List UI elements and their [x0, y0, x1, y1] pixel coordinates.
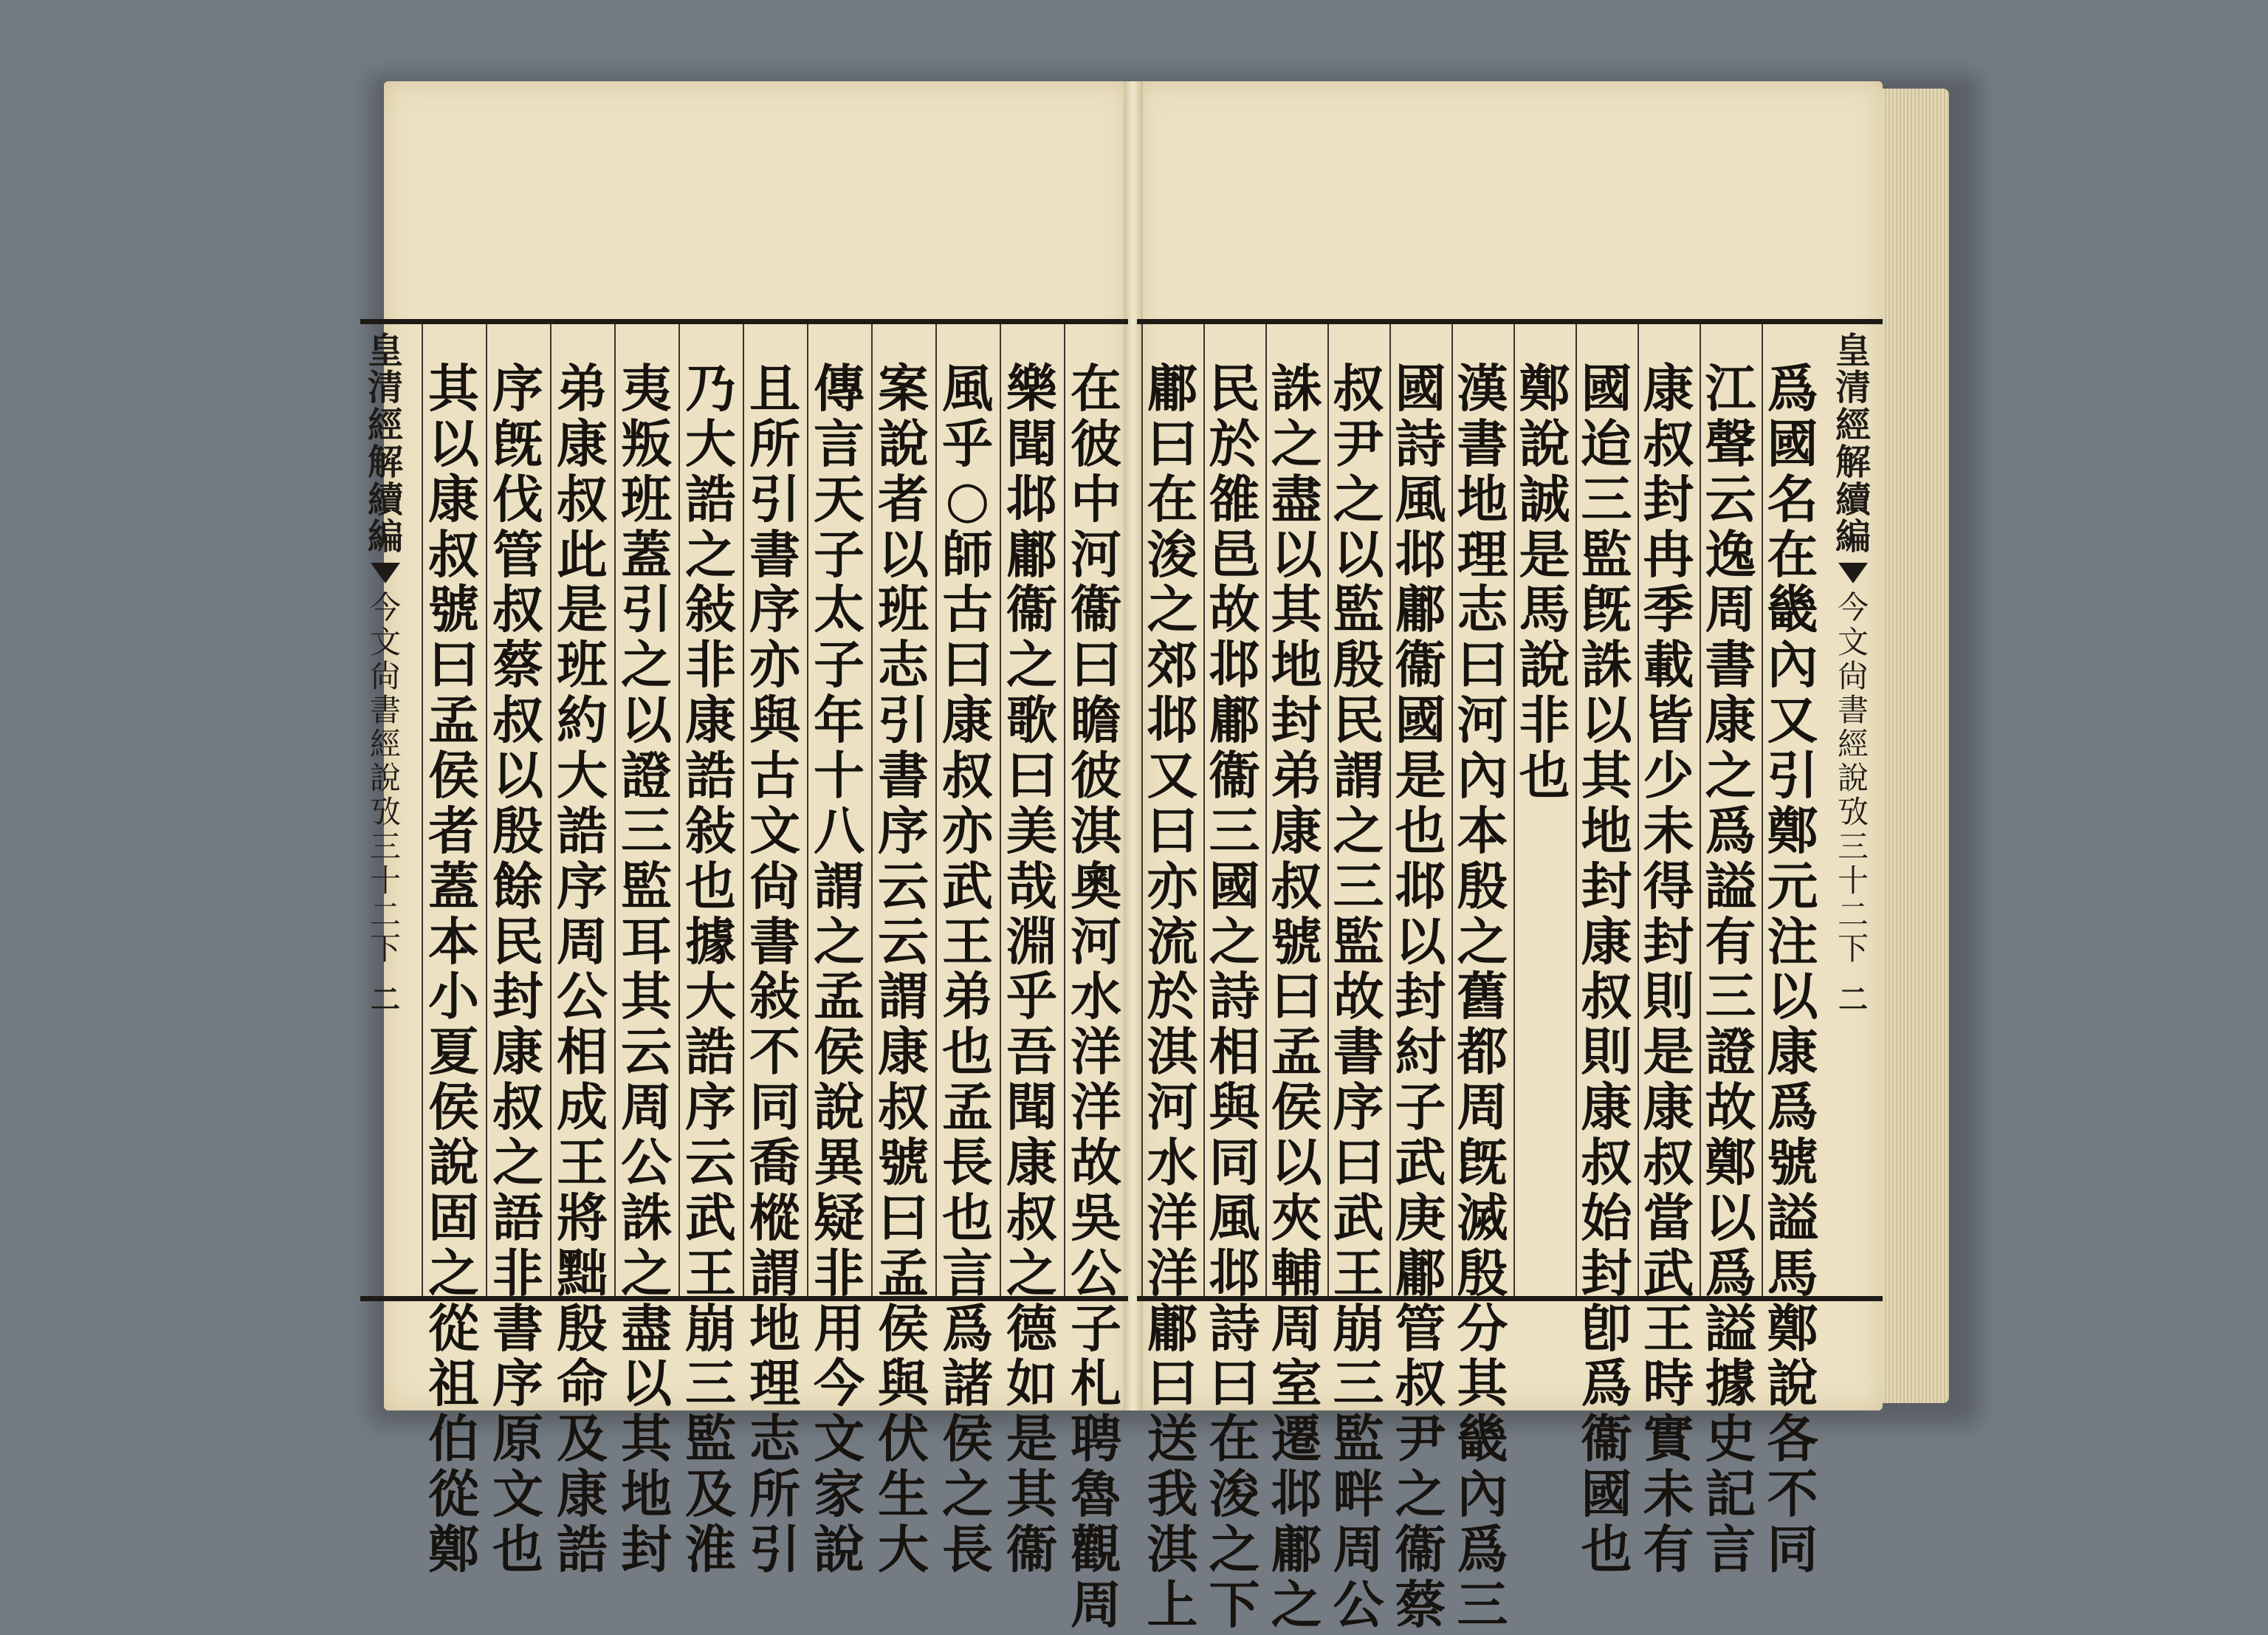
column-rule — [1389, 324, 1391, 1296]
text-column: 序 旣 伐 管 叔 蔡 叔 以 殷 餘 民 封 康 叔 之 語 非 書 序 原 文 也 — [492, 359, 543, 1580]
column-rule — [1064, 324, 1065, 1296]
column-rule — [1327, 324, 1329, 1296]
column-rule — [1265, 324, 1267, 1296]
text-column: 國 迨 三 監 旣 誅 以 其 地 封 康 叔 則 康 叔 始 封 卽 爲 衞 國 也 — [1581, 359, 1632, 1580]
text-column: 其 以 康 叔 號 曰 孟 侯 者 蓋 本 小 夏 侯 說 固 之 從 祖 伯 從 鄭 — [428, 359, 479, 1580]
section-title: 今 文 尙 書 經 說 攷 三 十 二 下 — [369, 589, 401, 967]
left-page-frame — [360, 319, 1128, 1635]
text-column: 傳 言 天 子 太 子 年 十 八 謂 之 孟 侯 說 異 疑 非 用 今 文 家 說 — [814, 359, 865, 1580]
fish-tail-mark — [371, 563, 400, 583]
text-column: 鄭 說 誠 是 馬 說 非 也 — [1519, 359, 1570, 806]
left-page-margin — [363, 319, 408, 1301]
text-column: 乃 大 誥 之 敍 非 康 誥 敍 也 據 大 誥 序 云 武 王 崩 三 監 及 淮 — [685, 359, 736, 1580]
text-column: 且 所 引 書 序 亦 與 古 文 尙 書 敍 不 同 喬 樅 謂 地 理 志 所 引 — [749, 359, 800, 1580]
column-rule — [1141, 324, 1143, 1296]
column-rule — [1000, 324, 1001, 1296]
page-edges — [1883, 89, 1949, 1403]
fish-tail-mark — [1838, 563, 1868, 583]
column-rule — [807, 324, 808, 1296]
text-column: 風 乎 ○ 師 古 曰 康 叔 亦 武 王 弟 也 孟 長 也 言 爲 諸 侯 之 長 — [942, 359, 993, 1580]
column-rule — [422, 324, 423, 1296]
text-column: 叔 尹 之 以 監 殷 民 謂 之 三 監 故 書 序 曰 武 王 崩 三 監 畔 周 公 — [1333, 359, 1384, 1635]
text-column: 漢 書 地 理 志 曰 河 內 本 殷 之 舊 都 周 旣 滅 殷 分 其 畿 內 爲 三 — [1457, 359, 1508, 1635]
column-rule — [1451, 324, 1453, 1296]
column-rule — [1638, 324, 1639, 1296]
column-rule — [1762, 324, 1763, 1296]
book-title: 皇 清 經 解 續 編 — [367, 330, 403, 558]
column-rule — [678, 324, 680, 1296]
top-rule — [360, 319, 1128, 324]
text-column: 誅 之 盡 以 其 地 封 弟 康 叔 號 曰 孟 侯 以 夾 輔 周 室 遷 邶 鄘 之 — [1271, 359, 1322, 1635]
column-rule — [1513, 324, 1515, 1296]
text-column: 夷 叛 班 蓋 引 之 以 證 三 監 耳 其 云 周 公 誅 之 盡 以 其 地 封 — [621, 359, 672, 1580]
text-column: 民 於 雒 邑 故 邶 鄘 衞 三 國 之 詩 相 與 同 風 邶 詩 曰 在 浚 之 下 — [1209, 359, 1260, 1635]
column-rule — [871, 324, 873, 1296]
column-rule — [550, 324, 551, 1296]
text-column: 鄘 曰 在 浚 之 郊 邶 又 曰 亦 流 於 淇 河 水 洋 洋 鄘 曰 送 我 淇 上 — [1147, 359, 1198, 1635]
column-rule — [1575, 324, 1577, 1296]
column-rule — [1700, 324, 1701, 1296]
section-title: 今 文 尙 書 經 說 攷 三 十 二 下 — [1837, 589, 1869, 967]
column-rule — [935, 324, 937, 1296]
text-column: 在 彼 中 河 衞 曰 瞻 彼 淇 奧 河 水 洋 洋 故 吳 公 子 札 聘 魯 觀 周 — [1071, 359, 1121, 1635]
text-column: 國 詩 風 邶 鄘 衞 國 是 也 邶 以 封 紂 子 武 庚 鄘 管 叔 尹 之 衞 蔡 — [1395, 359, 1446, 1635]
column-rule — [1203, 324, 1205, 1296]
column-rule — [486, 324, 487, 1296]
text-column: 弟 康 叔 此 是 班 約 大 誥 序 周 公 相 成 王 將 黜 殷 命 及 康 誥 — [557, 359, 608, 1580]
text-column: 康 叔 封 冉 季 載 皆 少 未 得 封 則 是 康 叔 當 武 王 時 實 未 有 — [1643, 359, 1694, 1580]
text-column: 案 說 者 以 班 志 引 書 序 云 云 謂 康 叔 號 曰 孟 侯 與 伏 生 大 — [878, 359, 929, 1580]
right-page-margin — [1831, 319, 1875, 1301]
page-number: 二 — [371, 982, 400, 1018]
column-rule — [743, 324, 744, 1296]
text-column: 樂 聞 邶 鄘 衞 之 歌 曰 美 哉 淵 乎 吾 聞 康 叔 之 德 如 是 其 衞 — [1006, 359, 1057, 1580]
text-column: 爲 國 名 在 畿 內 又 引 鄭 元 注 以 康 爲 號 謚 馬 鄭 說 各 不 同 — [1767, 359, 1818, 1580]
right-page-frame — [1137, 319, 1883, 1635]
page-number: 二 — [1838, 982, 1868, 1018]
book-title: 皇 清 經 解 續 編 — [1835, 330, 1871, 558]
text-column: 江 聲 云 逸 周 書 康 之 爲 謚 有 三 證 故 鄭 以 爲 謚 據 史 記 言 — [1705, 359, 1756, 1580]
column-rule — [614, 324, 616, 1296]
top-rule — [1137, 319, 1883, 324]
